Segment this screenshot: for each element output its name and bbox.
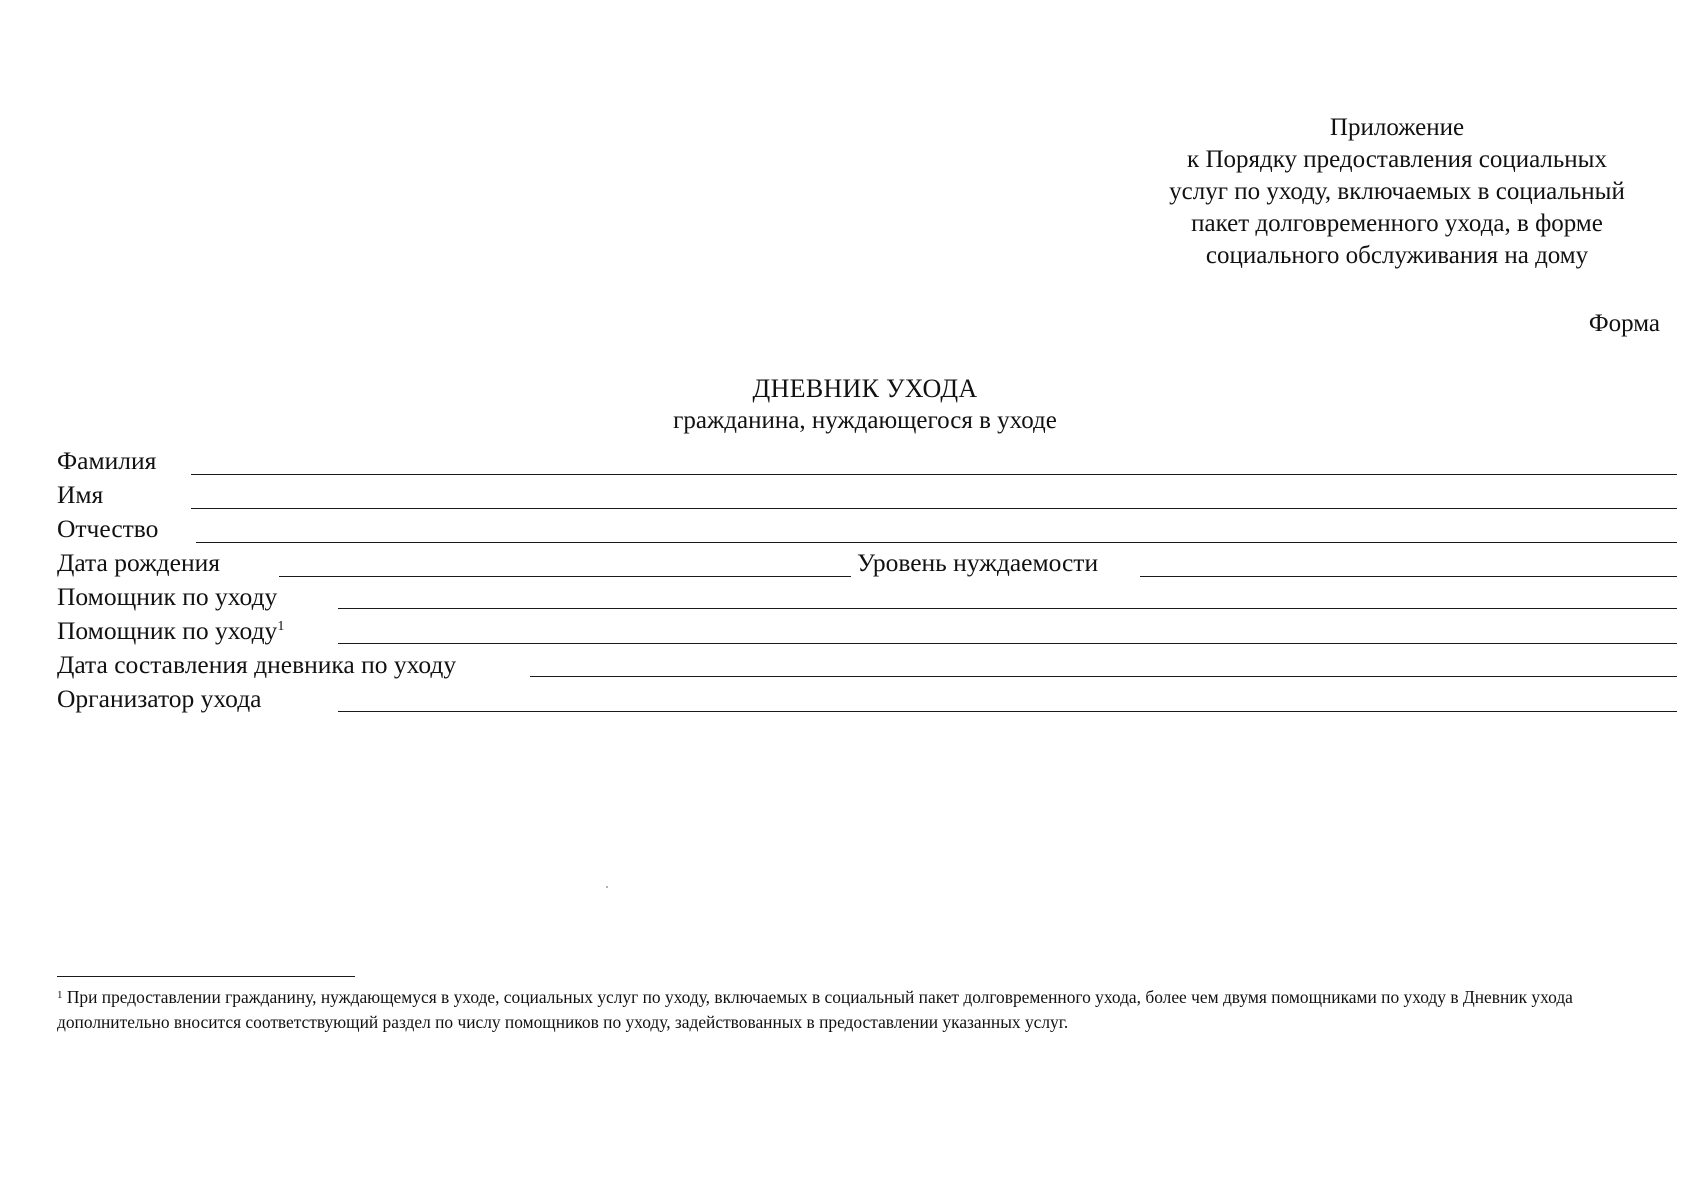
- document-subtitle: гражданина, нуждающегося в уходе: [673, 407, 1057, 434]
- field-line-assistant-2[interactable]: [338, 643, 1677, 644]
- field-line-name[interactable]: [191, 508, 1677, 509]
- field-surname: [57, 444, 1677, 478]
- field-line-organizer[interactable]: [338, 711, 1677, 712]
- appendix-header: [1118, 112, 1676, 272]
- field-label-compilation-date: Дата составления дневника по уходу: [57, 650, 457, 679]
- field-birth-date: [57, 546, 1677, 580]
- field-label-surname: Фамилия: [57, 446, 157, 475]
- field-line-compilation-date[interactable]: [530, 676, 1677, 677]
- field-label-birth-date: Дата рождения: [57, 548, 220, 577]
- field-name: [57, 478, 1677, 512]
- field-label-patronymic: Отчество: [57, 514, 159, 543]
- field-label-assistant-1: Помощник по уходу: [57, 582, 278, 611]
- appendix-line: Приложение: [1329, 114, 1465, 141]
- footnote-text: При предоставлении гражданину, нуждающемуся в уходе, социальных услуг по уходу, включаемых в социальный пакет долговременного ухода, более чем двумя помощниками по уходу в Дневник ухода дополнительно вносится соответствующий раздел по числу помощников по уходу, задействованных в предоставлении указанных услуг.: [57, 987, 1573, 1032]
- footnote-reference: 1: [277, 619, 285, 634]
- field-line-birth-date[interactable]: [279, 576, 851, 577]
- field-assistant-1: [57, 580, 1677, 614]
- field-patronymic: [57, 512, 1677, 546]
- document-title: ДНЕВНИК УХОДА: [752, 374, 978, 403]
- footnote-mark: 1: [57, 989, 63, 1001]
- field-label-organizer: Организатор ухода: [57, 684, 262, 713]
- field-label-name: Имя: [57, 480, 104, 509]
- form-label: Форма: [1588, 310, 1660, 337]
- field-compilation-date: [57, 648, 1677, 682]
- field-line-need-level[interactable]: [1140, 576, 1677, 577]
- field-label-assistant-2: Помощник по уходу$^1$: [57, 616, 285, 645]
- appendix-line: к Порядку предоставления социальных: [1187, 146, 1607, 173]
- field-line-assistant-1[interactable]: [338, 608, 1677, 609]
- appendix-line: услуг по уходу, включаемых в социальный: [1169, 178, 1625, 205]
- field-line-patronymic[interactable]: [196, 542, 1677, 543]
- field-line-surname[interactable]: [191, 474, 1677, 475]
- appendix-line: социального обслуживания на дому: [1205, 242, 1589, 269]
- field-organizer: [57, 682, 1677, 716]
- appendix-line: пакет долговременного ухода, в форме: [1191, 210, 1603, 237]
- footnote-rule: [57, 976, 355, 977]
- footnote: [57, 985, 1677, 1035]
- field-label-need-level: Уровень нуждаемости: [857, 548, 1099, 577]
- field-assistant-2: [57, 614, 1677, 648]
- scan-speck: [606, 886, 608, 888]
